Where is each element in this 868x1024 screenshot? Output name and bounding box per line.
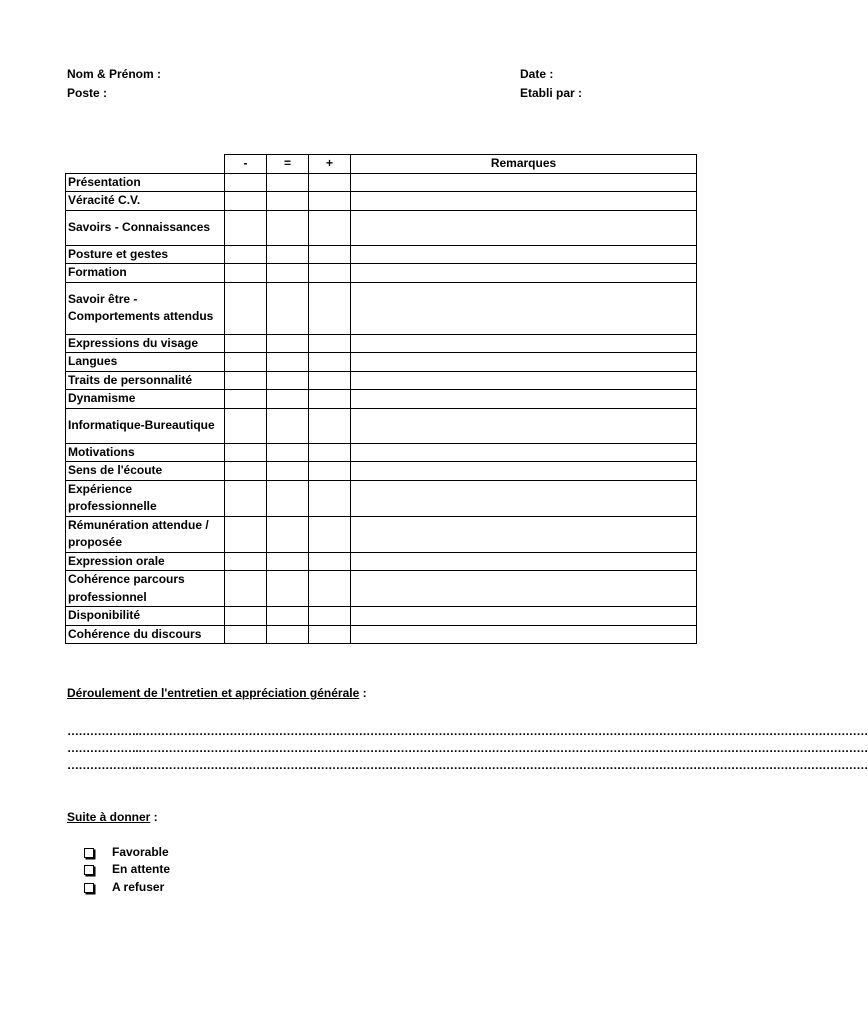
row-label: Expression orale bbox=[66, 552, 225, 571]
table-row bbox=[66, 334, 697, 353]
plus-cell[interactable] bbox=[309, 625, 351, 644]
table-row bbox=[66, 462, 697, 481]
table-row bbox=[66, 390, 697, 409]
table-row bbox=[66, 245, 697, 264]
minus-cell[interactable] bbox=[225, 173, 267, 192]
nom-prenom-label: Nom & Prénom : bbox=[67, 67, 162, 81]
plus-cell[interactable] bbox=[309, 353, 351, 372]
equal-cell[interactable] bbox=[267, 625, 309, 644]
row-label: Véracité C.V. bbox=[66, 192, 225, 211]
table-row bbox=[66, 173, 697, 192]
date-label: Date : bbox=[520, 67, 554, 81]
equal-cell[interactable] bbox=[267, 390, 309, 409]
poste-label: Poste : bbox=[67, 86, 108, 100]
remarques-cell[interactable] bbox=[351, 210, 697, 245]
plus-cell[interactable] bbox=[309, 264, 351, 283]
deroulement-title-colon: : bbox=[359, 686, 367, 700]
row-label: Dynamisme bbox=[66, 390, 225, 409]
row-label: Cohérence parcours professionnel bbox=[66, 571, 225, 607]
minus-cell[interactable] bbox=[225, 607, 267, 626]
minus-cell[interactable] bbox=[225, 390, 267, 409]
plus-cell[interactable] bbox=[309, 192, 351, 211]
remarques-cell[interactable] bbox=[351, 516, 697, 552]
header-blank-cell bbox=[66, 155, 225, 174]
row-label: Posture et gestes bbox=[66, 245, 225, 264]
plus-cell[interactable] bbox=[309, 607, 351, 626]
row-label: Sens de l'écoute bbox=[66, 462, 225, 481]
equal-cell[interactable] bbox=[267, 353, 309, 372]
option-favorable-label: Favorable bbox=[112, 845, 169, 859]
plus-cell[interactable] bbox=[309, 173, 351, 192]
table-row bbox=[66, 282, 697, 334]
equal-cell[interactable] bbox=[267, 552, 309, 571]
checkbox-icon[interactable] bbox=[84, 883, 94, 893]
row-label: Informatique-Bureautique bbox=[66, 408, 225, 443]
option-a-refuser-label: A refuser bbox=[112, 880, 165, 894]
remarques-cell[interactable] bbox=[351, 334, 697, 353]
deroulement-line-2[interactable]: ……………….………………………………………………………………………………………………………………………………………………………………………… bbox=[67, 741, 868, 755]
minus-cell[interactable] bbox=[225, 353, 267, 372]
equal-cell[interactable] bbox=[267, 210, 309, 245]
row-label: Expressions du visage bbox=[66, 334, 225, 353]
table-row bbox=[66, 552, 697, 571]
deroulement-line-3[interactable]: ……………….………………………………………………………………………………………………………………………………………………………………………… bbox=[67, 758, 868, 772]
equal-cell[interactable] bbox=[267, 173, 309, 192]
remarques-cell[interactable] bbox=[351, 173, 697, 192]
column-minus-header: - bbox=[225, 155, 267, 174]
table-row bbox=[66, 353, 697, 372]
equal-cell[interactable] bbox=[267, 334, 309, 353]
minus-cell[interactable] bbox=[225, 192, 267, 211]
equal-cell[interactable] bbox=[267, 192, 309, 211]
table-row bbox=[66, 607, 697, 626]
deroulement-line-1[interactable]: ……………….………………………………………………………………………………………………………………………………………………………………………… bbox=[67, 724, 868, 738]
table-row bbox=[66, 371, 697, 390]
equal-cell[interactable] bbox=[267, 443, 309, 462]
minus-cell[interactable] bbox=[225, 264, 267, 283]
column-plus-header: + bbox=[309, 155, 351, 174]
equal-cell[interactable] bbox=[267, 264, 309, 283]
plus-cell[interactable] bbox=[309, 516, 351, 552]
table-row bbox=[66, 408, 697, 443]
equal-cell[interactable] bbox=[267, 571, 309, 607]
table-header-row bbox=[66, 155, 697, 174]
equal-cell[interactable] bbox=[267, 462, 309, 481]
remarques-cell[interactable] bbox=[351, 625, 697, 644]
row-label: Présentation bbox=[66, 173, 225, 192]
row-label: Rémunération attendue / proposée bbox=[66, 516, 225, 552]
column-equal-header: = bbox=[267, 155, 309, 174]
evaluation-table bbox=[65, 154, 697, 644]
suite-title bbox=[67, 809, 158, 825]
minus-cell[interactable] bbox=[225, 408, 267, 443]
option-en-attente-label: En attente bbox=[112, 862, 171, 876]
row-label: Savoirs - Connaissances bbox=[66, 210, 225, 245]
plus-cell[interactable] bbox=[309, 334, 351, 353]
equal-cell[interactable] bbox=[267, 480, 309, 516]
remarques-cell[interactable] bbox=[351, 371, 697, 390]
row-label: Formation bbox=[66, 264, 225, 283]
minus-cell[interactable] bbox=[225, 552, 267, 571]
row-label: Disponibilité bbox=[66, 607, 225, 626]
checkbox-icon[interactable] bbox=[84, 865, 94, 875]
remarques-cell[interactable] bbox=[351, 192, 697, 211]
row-label: Savoir être - Comportements attendus bbox=[66, 282, 225, 334]
minus-cell[interactable] bbox=[225, 282, 267, 334]
plus-cell[interactable] bbox=[309, 552, 351, 571]
minus-cell[interactable] bbox=[225, 516, 267, 552]
minus-cell[interactable] bbox=[225, 462, 267, 481]
table-row bbox=[66, 443, 697, 462]
table-row bbox=[66, 264, 697, 283]
equal-cell[interactable] bbox=[267, 245, 309, 264]
table-row bbox=[66, 516, 697, 552]
minus-cell[interactable] bbox=[225, 334, 267, 353]
remarques-cell[interactable] bbox=[351, 607, 697, 626]
plus-cell[interactable] bbox=[309, 245, 351, 264]
minus-cell[interactable] bbox=[225, 480, 267, 516]
checkbox-icon[interactable] bbox=[84, 848, 94, 858]
suite-title-colon: : bbox=[150, 810, 158, 824]
equal-cell[interactable] bbox=[267, 371, 309, 390]
remarques-cell[interactable] bbox=[351, 480, 697, 516]
table-row bbox=[66, 625, 697, 644]
row-label: Cohérence du discours bbox=[66, 625, 225, 644]
remarques-cell[interactable] bbox=[351, 408, 697, 443]
table-row bbox=[66, 192, 697, 211]
plus-cell[interactable] bbox=[309, 408, 351, 443]
table-row bbox=[66, 210, 697, 245]
minus-cell[interactable] bbox=[225, 571, 267, 607]
equal-cell[interactable] bbox=[267, 516, 309, 552]
equal-cell[interactable] bbox=[267, 282, 309, 334]
row-label: Langues bbox=[66, 353, 225, 372]
minus-cell[interactable] bbox=[225, 625, 267, 644]
table-row bbox=[66, 571, 697, 607]
option-en-attente[interactable] bbox=[84, 861, 170, 878]
option-a-refuser[interactable] bbox=[84, 879, 164, 896]
remarques-cell[interactable] bbox=[351, 282, 697, 334]
plus-cell[interactable] bbox=[309, 443, 351, 462]
plus-cell[interactable] bbox=[309, 210, 351, 245]
row-label: Expérience professionnelle bbox=[66, 480, 225, 516]
minus-cell[interactable] bbox=[225, 245, 267, 264]
row-label: Motivations bbox=[66, 443, 225, 462]
remarques-cell[interactable] bbox=[351, 571, 697, 607]
remarques-cell[interactable] bbox=[351, 353, 697, 372]
plus-cell[interactable] bbox=[309, 571, 351, 607]
row-label: Traits de personnalité bbox=[66, 371, 225, 390]
equal-cell[interactable] bbox=[267, 607, 309, 626]
minus-cell[interactable] bbox=[225, 210, 267, 245]
deroulement-title-text: Déroulement de l'entretien et appréciation générale bbox=[67, 686, 360, 700]
remarques-cell[interactable] bbox=[351, 462, 697, 481]
deroulement-title bbox=[67, 685, 367, 701]
table-row bbox=[66, 480, 697, 516]
remarques-cell[interactable] bbox=[351, 390, 697, 409]
remarques-cell[interactable] bbox=[351, 245, 697, 264]
remarques-cell[interactable] bbox=[351, 552, 697, 571]
remarques-cell[interactable] bbox=[351, 264, 697, 283]
plus-cell[interactable] bbox=[309, 390, 351, 409]
plus-cell[interactable] bbox=[309, 371, 351, 390]
plus-cell[interactable] bbox=[309, 462, 351, 481]
remarques-cell[interactable] bbox=[351, 443, 697, 462]
suite-title-text: Suite à donner bbox=[67, 810, 151, 824]
plus-cell[interactable] bbox=[309, 282, 351, 334]
column-remarques-header: Remarques bbox=[351, 155, 697, 174]
etabli-par-label: Etabli par : bbox=[520, 86, 583, 100]
minus-cell[interactable] bbox=[225, 443, 267, 462]
minus-cell[interactable] bbox=[225, 371, 267, 390]
option-favorable[interactable] bbox=[84, 844, 169, 861]
plus-cell[interactable] bbox=[309, 480, 351, 516]
equal-cell[interactable] bbox=[267, 408, 309, 443]
